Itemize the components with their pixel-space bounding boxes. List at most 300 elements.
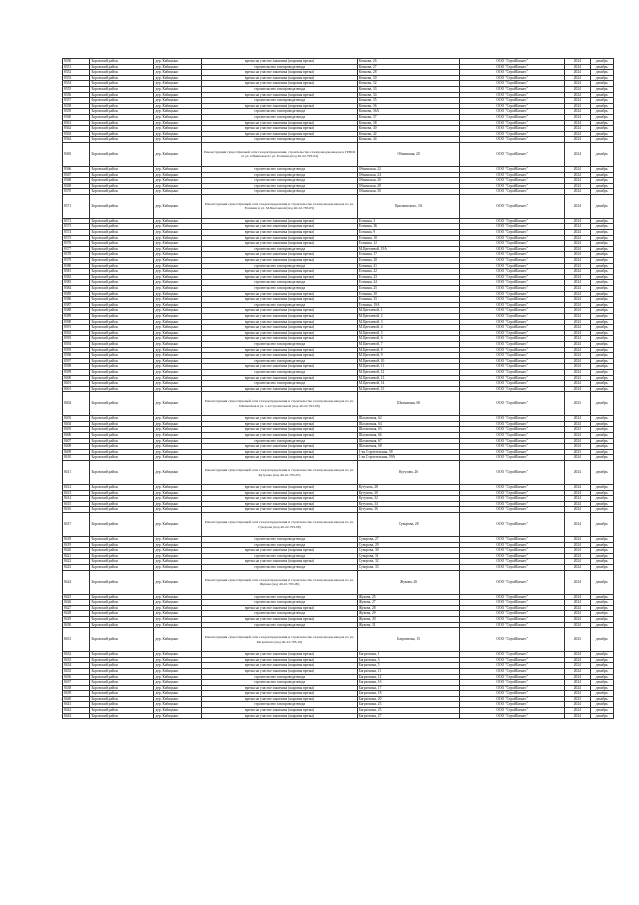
month-cell: декабрь [590, 313, 613, 319]
work-description-cell: строительство газопровода-ввода [202, 137, 358, 143]
year-cell: 2024 [565, 263, 590, 269]
month-cell: декабрь [590, 230, 613, 236]
row-number-cell: 8373 [63, 224, 90, 230]
village-cell: дер. Кабицыно [154, 392, 202, 416]
village-cell: дер. Кабицыно [154, 313, 202, 319]
year-cell: 2024 [565, 358, 590, 364]
year-cell: 2024 [565, 280, 590, 286]
village-cell: дер. Кабицыно [154, 70, 202, 76]
address-cell: Есенина, 10 [357, 235, 460, 241]
work-description-cell: строительство газопровода-ввода [202, 183, 358, 189]
address-cell: М.Цветаевой, 5 [357, 330, 460, 336]
district-cell: Боровский район [90, 369, 154, 375]
row-number-cell: 8413 [63, 490, 90, 496]
contractor-cell: ООО "СтройБизнес" [460, 291, 565, 297]
row-number-cell: 8420 [63, 548, 90, 554]
table-row [63, 461, 614, 485]
work-description-cell: врезка на участке заказчика (шаровая врезка) [202, 126, 358, 132]
month-cell: декабрь [590, 235, 613, 241]
row-number-cell: 8427 [63, 605, 90, 611]
row-number-cell: 8384 [63, 286, 90, 292]
month-cell: декабрь [590, 570, 613, 594]
row-number-cell: 8406 [63, 433, 90, 439]
district-cell: Боровский район [90, 126, 154, 132]
district-cell: Боровский район [90, 616, 154, 622]
address-cell: Суворова, 31 [357, 553, 460, 559]
work-description-cell: врезка на участке заказчика (шаровая врезка) [202, 433, 358, 439]
work-description-cell: строительство газопровода-ввода [202, 680, 358, 686]
work-description-cell: строительство газопровода-ввода [202, 702, 358, 708]
district-cell: Боровский район [90, 224, 154, 230]
month-cell: декабрь [590, 496, 613, 502]
district-cell: Боровский район [90, 507, 154, 513]
row-number-cell: 8411 [63, 461, 90, 485]
address-cell: Обнинская, 22 [357, 166, 460, 172]
month-cell: декабрь [590, 537, 613, 543]
row-number-cell: 8410 [63, 455, 90, 461]
contractor-cell: ООО "СтройБизнес" [460, 663, 565, 669]
contractor-cell: ООО "СтройБизнес" [460, 280, 565, 286]
district-cell: Боровский район [90, 258, 154, 264]
month-cell: декабрь [590, 75, 613, 81]
month-cell: декабрь [590, 64, 613, 70]
year-cell: 2024 [565, 416, 590, 422]
work-description-cell: врезка на участке заказчика (шаровая врезка) [202, 444, 358, 450]
month-cell: декабрь [590, 680, 613, 686]
contractor-cell: ООО "СтройБизнес" [460, 513, 565, 537]
row-number-cell: 8443 [63, 713, 90, 719]
row-number-cell: 8380 [63, 263, 90, 269]
row-number-cell: 8386 [63, 297, 90, 303]
village-cell: дер. Кабицыно [154, 98, 202, 104]
year-cell: 2024 [565, 455, 590, 461]
contractor-cell: ООО "СтройБизнес" [460, 600, 565, 606]
district-cell: Боровский район [90, 449, 154, 455]
address-cell: Жукова, 30 [357, 616, 460, 622]
row-number-cell: 8353 [63, 75, 90, 81]
contractor-cell: ООО "СтройБизнес" [460, 616, 565, 622]
district-cell: Боровский район [90, 280, 154, 286]
month-cell: декабрь [590, 600, 613, 606]
address-cell: Суворова, 32 [357, 559, 460, 565]
village-cell: дер. Кабицыно [154, 263, 202, 269]
work-description-cell: врезка на участке заказчика (шаровая врезка) [202, 230, 358, 236]
village-cell: дер. Кабицыно [154, 358, 202, 364]
contractor-cell: ООО "СтройБизнес" [460, 308, 565, 314]
village-cell: дер. Кабицыно [154, 564, 202, 570]
year-cell: 2024 [565, 178, 590, 184]
row-number-cell: 8356 [63, 92, 90, 98]
work-description-cell: врезка на участке заказчика (шаровая врезка) [202, 235, 358, 241]
year-cell: 2024 [565, 496, 590, 502]
month-cell: декабрь [590, 685, 613, 691]
row-number-cell: 8394 [63, 341, 90, 347]
address-cell: Есенина, 25 [357, 286, 460, 292]
year-cell: 2024 [565, 189, 590, 195]
village-cell: дер. Кабицыно [154, 416, 202, 422]
village-cell: дер. Кабицыно [154, 86, 202, 92]
village-cell: дер. Кабицыно [154, 274, 202, 280]
address-cell: Багратиона, 5 [357, 663, 460, 669]
month-cell: декабрь [590, 542, 613, 548]
year-cell: 2024 [565, 86, 590, 92]
month-cell: декабрь [590, 652, 613, 658]
address-cell: Шахматная, 67 [357, 438, 460, 444]
contractor-cell: ООО "СтройБизнес" [460, 98, 565, 104]
work-description-cell: врезка на участке заказчика (шаровая врезка) [202, 490, 358, 496]
work-description-cell: врезка на участке заказчика (шаровая врезка) [202, 652, 358, 658]
row-number-cell: 8401 [63, 386, 90, 392]
year-cell: 2024 [565, 364, 590, 370]
year-cell: 2024 [565, 438, 590, 444]
row-number-cell: 8434 [63, 663, 90, 669]
district-cell: Боровский район [90, 485, 154, 491]
district-cell: Боровский район [90, 70, 154, 76]
address-cell: Суворова, 29 [357, 542, 460, 548]
address-cell: Есенина, 3Б [357, 224, 460, 230]
row-number-cell: 8382 [63, 274, 90, 280]
district-cell: Боровский район [90, 444, 154, 450]
address-cell: Багратиона, 17 [357, 685, 460, 691]
contractor-cell: ООО "СтройБизнес" [460, 559, 565, 565]
district-cell: Боровский район [90, 246, 154, 252]
contractor-cell: ООО "СтройБизнес" [460, 194, 565, 218]
address-cell: Багратиона, 15 [357, 628, 460, 652]
contractor-cell: ООО "СтройБизнес" [460, 553, 565, 559]
village-cell: дер. Кабицыно [154, 663, 202, 669]
table-row [63, 513, 614, 537]
contractor-cell: ООО "СтройБизнес" [460, 358, 565, 364]
month-cell: декабрь [590, 297, 613, 303]
month-cell: декабрь [590, 319, 613, 325]
district-cell: Боровский район [90, 548, 154, 554]
work-description-cell: строительство газопровода-ввода [202, 166, 358, 172]
row-number-cell: 8399 [63, 369, 90, 375]
address-cell: Багратиона, 11 [357, 668, 460, 674]
village-cell: дер. Кабицыно [154, 455, 202, 461]
work-description-cell: врезка на участке заказчика (шаровая врезка) [202, 297, 358, 303]
district-cell: Боровский район [90, 86, 154, 92]
row-number-cell: 8442 [63, 708, 90, 714]
work-description-cell: врезка на участке заказчика (шаровая врезка) [202, 75, 358, 81]
village-cell: дер. Кабицыно [154, 142, 202, 166]
contractor-cell: ООО "СтройБизнес" [460, 444, 565, 450]
row-number-cell: 8422 [63, 559, 90, 565]
year-cell: 2023 [565, 628, 590, 652]
contractor-cell: ООО "СтройБизнес" [460, 702, 565, 708]
district-cell: Боровский район [90, 137, 154, 143]
village-cell: дер. Кабицыно [154, 381, 202, 387]
table-row [63, 194, 614, 218]
table-row [63, 628, 614, 652]
district-cell: Боровский район [90, 433, 154, 439]
contractor-cell: ООО "СтройБизнес" [460, 416, 565, 422]
work-description-cell: врезка на участке заказчика (шаровая врезка) [202, 59, 358, 65]
district-cell: Боровский район [90, 600, 154, 606]
address-cell: Шахматная, 66 [357, 433, 460, 439]
district-cell: Боровский район [90, 501, 154, 507]
village-cell: дер. Кабицыно [154, 668, 202, 674]
district-cell: Боровский район [90, 663, 154, 669]
row-number-cell: 8365 [63, 142, 90, 166]
address-cell: Кочкова, 28 [357, 70, 460, 76]
row-number-cell: 8408 [63, 444, 90, 450]
work-description-cell: строительство газопровода-ввода [202, 172, 358, 178]
address-cell: М.Цветаевой, 4 [357, 325, 460, 331]
year-cell: 2023 [565, 392, 590, 416]
district-cell: Боровский район [90, 235, 154, 241]
address-cell: Шахматная, 64 [357, 421, 460, 427]
district-cell: Боровский район [90, 353, 154, 359]
year-cell: 2024 [565, 663, 590, 669]
table-row [63, 570, 614, 594]
address-cell: Кутузова, 26 [357, 461, 460, 485]
village-cell: дер. Кабицыно [154, 302, 202, 308]
district-cell: Боровский район [90, 564, 154, 570]
contractor-cell: ООО "СтройБизнес" [460, 381, 565, 387]
row-number-cell: 8397 [63, 358, 90, 364]
village-cell: дер. Кабицыно [154, 347, 202, 353]
village-cell: дер. Кабицыно [154, 194, 202, 218]
address-cell: М.Цветаевой, 7 [357, 341, 460, 347]
row-number-cell: 8366 [63, 166, 90, 172]
contractor-cell: ООО "СтройБизнес" [460, 241, 565, 247]
month-cell: декабрь [590, 611, 613, 617]
address-cell: Кочкова, 36 [357, 103, 460, 109]
row-number-cell: 8425 [63, 594, 90, 600]
year-cell: 2024 [565, 600, 590, 606]
row-number-cell: 8407 [63, 438, 90, 444]
contractor-cell: ООО "СтройБизнес" [460, 269, 565, 275]
district-cell: Боровский район [90, 109, 154, 115]
month-cell: декабрь [590, 98, 613, 104]
month-cell: декабрь [590, 438, 613, 444]
row-number-cell: 8419 [63, 542, 90, 548]
year-cell: 2024 [565, 507, 590, 513]
address-cell: 1-ая Строительная, 58 [357, 449, 460, 455]
contractor-cell: ООО "СтройБизнес" [460, 178, 565, 184]
contractor-cell: ООО "СтройБизнес" [460, 252, 565, 258]
address-cell: Кутузова, 36 [357, 507, 460, 513]
district-cell: Боровский район [90, 490, 154, 496]
work-description-cell: врезка на участке заказчика (шаровая врезка) [202, 386, 358, 392]
registry-table-body [63, 59, 614, 719]
village-cell: дер. Кабицыно [154, 103, 202, 109]
month-cell: декабрь [590, 241, 613, 247]
year-cell: 2024 [565, 433, 590, 439]
address-cell: 1-ая Строительная, 59А [357, 455, 460, 461]
village-cell: дер. Кабицыно [154, 657, 202, 663]
row-number-cell: 8351 [63, 64, 90, 70]
work-description-cell: строительство газопровода-ввода [202, 86, 358, 92]
village-cell: дер. Кабицыно [154, 172, 202, 178]
work-description-cell: строительство газопровода-ввода [202, 622, 358, 628]
contractor-cell: ООО "СтройБизнес" [460, 70, 565, 76]
contractor-cell: ООО "СтройБизнес" [460, 392, 565, 416]
work-description-cell: строительство газопровода-ввода [202, 98, 358, 104]
row-number-cell: 8416 [63, 507, 90, 513]
year-cell: 2024 [565, 341, 590, 347]
address-cell: Есенина, 12 [357, 241, 460, 247]
work-description-cell: врезка на участке заказчика (шаровая врезка) [202, 501, 358, 507]
work-description-cell: врезка на участке заказчика (шаровая врезка) [202, 375, 358, 381]
village-cell: дер. Кабицыно [154, 189, 202, 195]
address-cell: Кочкова, 42 [357, 131, 460, 137]
address-cell: Есенина, 3 [357, 218, 460, 224]
month-cell: декабрь [590, 485, 613, 491]
work-description-cell: Реконструкция существующей сети газораспределения, строительство газопроводов-вводов к ГРПШ от ул. Обнинская по ул. Есенина (под 40-22-793-04) [202, 142, 358, 166]
row-number-cell: 8412 [63, 485, 90, 491]
contractor-cell: ООО "СтройБизнес" [460, 433, 565, 439]
work-description-cell: врезка на участке заказчика (шаровая врезка) [202, 708, 358, 714]
work-description-cell: врезка на участке заказчика (шаровая врезка) [202, 347, 358, 353]
village-cell: дер. Кабицыно [154, 628, 202, 652]
registry-table [62, 58, 614, 719]
row-number-cell: 8383 [63, 280, 90, 286]
work-description-cell: врезка на участке заказчика (шаровая врезка) [202, 559, 358, 565]
address-cell: Жукова, 28 [357, 605, 460, 611]
row-number-cell: 8404 [63, 421, 90, 427]
contractor-cell: ООО "СтройБизнес" [460, 274, 565, 280]
work-description-cell: врезка на участке заказчика (шаровая врезка) [202, 269, 358, 275]
year-cell: 2024 [565, 657, 590, 663]
year-cell: 2024 [565, 224, 590, 230]
village-cell: дер. Кабицыно [154, 507, 202, 513]
work-description-cell: врезка на участке заказчика (шаровая врезка) [202, 319, 358, 325]
village-cell: дер. Кабицыно [154, 594, 202, 600]
month-cell: декабрь [590, 70, 613, 76]
contractor-cell: ООО "СтройБизнес" [460, 455, 565, 461]
village-cell: дер. Кабицыно [154, 286, 202, 292]
year-cell: 2024 [565, 674, 590, 680]
contractor-cell: ООО "СтройБизнес" [460, 375, 565, 381]
village-cell: дер. Кабицыно [154, 297, 202, 303]
row-number-cell: 8372 [63, 218, 90, 224]
work-description-cell: врезка на участке заказчика (шаровая врезка) [202, 92, 358, 98]
work-description-cell: строительство газопровода-ввода [202, 280, 358, 286]
address-cell: Кочкова, 32 [357, 81, 460, 87]
month-cell: декабрь [590, 657, 613, 663]
village-cell: дер. Кабицыно [154, 652, 202, 658]
row-number-cell: 8370 [63, 189, 90, 195]
month-cell: декабрь [590, 416, 613, 422]
row-number-cell: 8368 [63, 178, 90, 184]
contractor-cell: ООО "СтройБизнес" [460, 680, 565, 686]
year-cell: 2024 [565, 258, 590, 264]
district-cell: Боровский район [90, 142, 154, 166]
year-cell: 2024 [565, 286, 590, 292]
contractor-cell: ООО "СтройБизнес" [460, 347, 565, 353]
address-cell: Багратиона, 20 [357, 696, 460, 702]
year-cell: 2024 [565, 605, 590, 611]
address-cell: Есенина, 17 [357, 252, 460, 258]
row-number-cell: 8437 [63, 680, 90, 686]
month-cell: декабрь [590, 668, 613, 674]
year-cell: 2024 [565, 713, 590, 719]
year-cell: 2024 [565, 485, 590, 491]
district-cell: Боровский район [90, 455, 154, 461]
month-cell: декабрь [590, 189, 613, 195]
village-cell: дер. Кабицыно [154, 674, 202, 680]
village-cell: дер. Кабицыно [154, 114, 202, 120]
district-cell: Боровский район [90, 691, 154, 697]
village-cell: дер. Кабицыно [154, 461, 202, 485]
work-description-cell: врезка на участке заказчика (шаровая врезка) [202, 496, 358, 502]
row-number-cell: 8395 [63, 347, 90, 353]
row-number-cell: 8441 [63, 702, 90, 708]
contractor-cell: ООО "СтройБизнес" [460, 218, 565, 224]
row-number-cell: 8402 [63, 392, 90, 416]
village-cell: дер. Кабицыно [154, 680, 202, 686]
address-cell: М.Цветаевой, 11 [357, 364, 460, 370]
work-description-cell: врезка на участке заказчика (шаровая врезка) [202, 252, 358, 258]
month-cell: декабрь [590, 59, 613, 65]
district-cell: Боровский район [90, 103, 154, 109]
month-cell: декабрь [590, 702, 613, 708]
contractor-cell: ООО "СтройБизнес" [460, 628, 565, 652]
contractor-cell: ООО "СтройБизнес" [460, 142, 565, 166]
contractor-cell: ООО "СтройБизнес" [460, 548, 565, 554]
district-cell: Боровский район [90, 218, 154, 224]
contractor-cell: ООО "СтройБизнес" [460, 286, 565, 292]
row-number-cell: 8432 [63, 652, 90, 658]
address-cell: Жукова, 26 [357, 570, 460, 594]
row-number-cell: 8424 [63, 570, 90, 594]
work-description-cell: строительство газопровода-ввода [202, 109, 358, 115]
work-description-cell: врезка на участке заказчика (шаровая врезка) [202, 308, 358, 314]
contractor-cell: ООО "СтройБизнес" [460, 302, 565, 308]
contractor-cell: ООО "СтройБизнес" [460, 114, 565, 120]
year-cell: 2024 [565, 308, 590, 314]
work-description-cell: Реконструкция существующей сети газораспределения и строительство газопроводов-вводов по ул. Жукова (под 40-22-793-09) [202, 570, 358, 594]
year-cell: 2024 [565, 375, 590, 381]
district-cell: Боровский район [90, 680, 154, 686]
year-cell: 2024 [565, 126, 590, 132]
year-cell: 2024 [565, 92, 590, 98]
month-cell: декабрь [590, 286, 613, 292]
month-cell: декабрь [590, 421, 613, 427]
contractor-cell: ООО "СтройБизнес" [460, 92, 565, 98]
contractor-cell: ООО "СтройБизнес" [460, 490, 565, 496]
village-cell: дер. Кабицыно [154, 131, 202, 137]
work-description-cell: строительство газопровода-ввода [202, 341, 358, 347]
village-cell: дер. Кабицыно [154, 336, 202, 342]
month-cell: декабрь [590, 347, 613, 353]
month-cell: декабрь [590, 501, 613, 507]
address-cell: Кочкова, 37 [357, 114, 460, 120]
district-cell: Боровский район [90, 427, 154, 433]
work-description-cell: строительство газопровода-ввода [202, 542, 358, 548]
address-cell: Кочкова, 38 [357, 120, 460, 126]
month-cell: декабрь [590, 375, 613, 381]
year-cell: 2024 [565, 490, 590, 496]
village-cell: дер. Кабицыно [154, 605, 202, 611]
work-description-cell: врезка на участке заказчика (шаровая врезка) [202, 685, 358, 691]
village-cell: дер. Кабицыно [154, 438, 202, 444]
village-cell: дер. Кабицыно [154, 570, 202, 594]
address-cell: Есенина, 20 [357, 258, 460, 264]
address-cell: М.Цветаевой, 6 [357, 336, 460, 342]
address-cell: Циолковского, 3А [357, 194, 460, 218]
contractor-cell: ООО "СтройБизнес" [460, 189, 565, 195]
work-description-cell: врезка на участке заказчика (шаровая врезка) [202, 663, 358, 669]
row-number-cell: 8392 [63, 330, 90, 336]
address-cell: М.Цветаевой, 8 [357, 347, 460, 353]
village-cell: дер. Кабицыно [154, 269, 202, 275]
month-cell: декабрь [590, 330, 613, 336]
month-cell: декабрь [590, 708, 613, 714]
address-cell: Багратиона, 12 [357, 674, 460, 680]
